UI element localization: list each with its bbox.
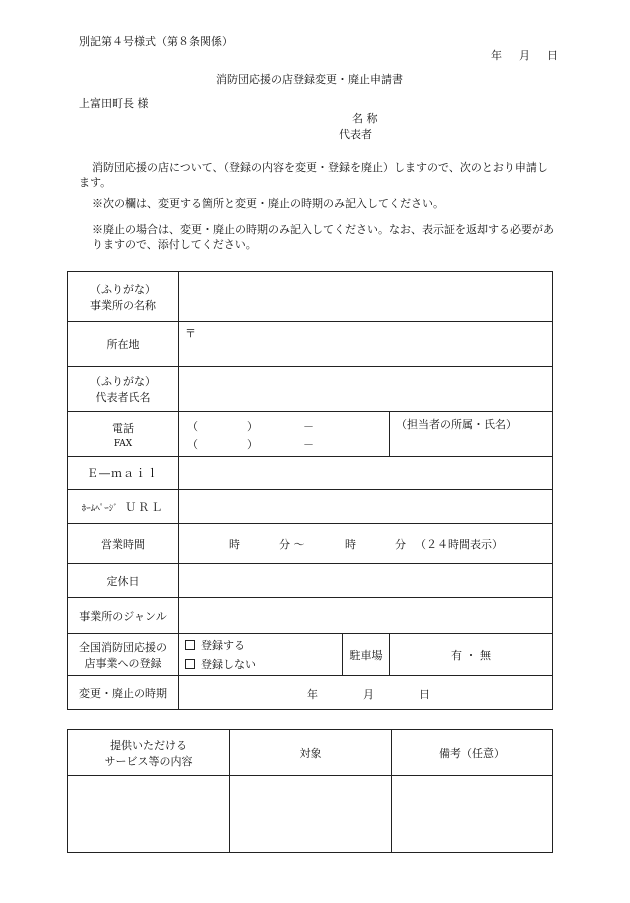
hours-end-hour-unit: 時 <box>345 538 356 551</box>
phone-label: 電話 <box>112 421 134 435</box>
holiday-field[interactable] <box>179 564 553 598</box>
row-holiday <box>68 564 553 598</box>
target-header: 対象 <box>230 730 392 776</box>
contact-person-label: （担当者の所属・氏名） <box>396 418 517 431</box>
fax-label: FAX <box>113 438 133 449</box>
applicant-name-label: 名 称 <box>352 112 378 125</box>
phone-paren-close: ） <box>247 420 258 433</box>
business-name-field[interactable] <box>179 272 553 322</box>
service-header-line1: 提供いただける <box>110 738 187 752</box>
row-national-registration <box>68 634 553 676</box>
application-table <box>67 271 553 710</box>
row-representative <box>68 367 553 412</box>
note-abolish-line2: りますので、添付してください。 <box>92 238 257 251</box>
row-homepage <box>68 490 553 524</box>
change-time-field[interactable] <box>179 676 553 710</box>
document-title: 消防団応援の店登録変更・廃止申請書 <box>216 73 403 86</box>
row-hours <box>68 524 553 564</box>
contact-person-field[interactable] <box>390 412 553 457</box>
intro-text-line2: ます。 <box>79 176 112 189</box>
services-table <box>67 729 553 853</box>
change-time-day: 日 <box>419 688 430 701</box>
genre-label: 事業所のジャンル <box>68 598 179 634</box>
row-email <box>68 457 553 490</box>
hours-24h-note: （２４時間表示） <box>415 538 503 551</box>
holiday-label: 定休日 <box>68 564 179 598</box>
row-location <box>68 322 553 367</box>
url-text: ＵＲＬ <box>125 500 165 514</box>
row-genre <box>68 598 553 634</box>
homepage-label <box>68 490 179 524</box>
register-yes-label: 登録する <box>201 639 245 652</box>
register-no-checkbox[interactable] <box>185 659 195 669</box>
change-time-year: 年 <box>307 688 318 701</box>
hours-start-min-unit: 分 ～ <box>279 538 305 551</box>
fax-paren-open: （ <box>187 438 198 451</box>
date-year: 年 <box>491 49 502 62</box>
rep-name-text: 代表者氏名 <box>95 391 151 404</box>
register-yes-checkbox[interactable] <box>185 640 195 650</box>
business-name-label <box>68 272 179 322</box>
parking-label: 駐車場 <box>343 634 390 676</box>
row-change-time <box>68 676 553 710</box>
remarks-header: 備考（任意） <box>392 730 553 776</box>
applicant-representative-label: 代表者 <box>339 128 372 141</box>
national-registration-label <box>68 634 179 676</box>
parking-value[interactable]: 有 ・ 無 <box>390 634 553 676</box>
service-content-field[interactable] <box>68 776 230 853</box>
phone-paren-open: （ <box>187 420 198 433</box>
national-reg-line2: 店事業への登録 <box>84 656 162 670</box>
business-name-text: 事業所の名称 <box>90 298 156 312</box>
fax-paren-close: ） <box>247 438 258 451</box>
register-no-label: 登録しない <box>201 658 256 671</box>
hours-label: 営業時間 <box>68 524 179 564</box>
phone-fax-label <box>68 412 179 457</box>
note-abolish-line1: ※廃止の場合は、変更・廃止の時期のみ記入してください。なお、表示証を返却する必要があ <box>92 223 554 236</box>
email-field[interactable] <box>179 457 553 490</box>
row-business-name <box>68 272 553 322</box>
target-field[interactable] <box>230 776 392 853</box>
phone-fax-field[interactable] <box>179 412 390 457</box>
homepage-text: ﾎｰﾑﾍﾟｰｼﾞ <box>81 503 118 514</box>
fax-dash: － <box>303 438 314 451</box>
genre-field[interactable] <box>179 598 553 634</box>
hours-end-min-unit: 分 <box>395 538 406 551</box>
postal-mark: 〒 <box>185 327 196 340</box>
homepage-field[interactable] <box>179 490 553 524</box>
phone-dash: － <box>303 420 314 433</box>
register-yes-option[interactable] <box>185 637 342 653</box>
date-month: 月 <box>519 49 530 62</box>
form-number: 別記第４号様式（第８条関係） <box>79 35 233 48</box>
representative-label <box>68 367 179 412</box>
hours-field[interactable] <box>179 524 553 564</box>
representative-field[interactable] <box>179 367 553 412</box>
location-field[interactable] <box>179 322 553 367</box>
location-label: 所在地 <box>68 322 179 367</box>
register-no-option[interactable] <box>185 656 342 672</box>
national-reg-line1: 全国消防団応援の <box>79 640 167 654</box>
row-phone <box>68 412 553 457</box>
service-content-header <box>68 730 230 776</box>
change-time-month: 月 <box>363 688 374 701</box>
email-label: Ｅ―ｍａｉｌ <box>68 457 179 490</box>
intro-text-line1: 消防団応援の店について、（登録の内容を変更・登録を廃止）しますので、次のとおり申請し <box>92 161 548 174</box>
date-day: 日 <box>547 49 558 62</box>
hours-start-hour-unit: 時 <box>229 538 240 551</box>
rep-furigana-label: （ふりがな） <box>90 375 156 388</box>
services-header-row <box>68 730 553 776</box>
services-input-row <box>68 776 553 853</box>
change-time-label: 変更・廃止の時期 <box>68 676 179 710</box>
service-header-line2: サービス等の内容 <box>104 754 193 768</box>
furigana-label: （ふりがな） <box>90 282 156 296</box>
registration-options <box>179 634 343 676</box>
note-change-only: ※次の欄は、変更する箇所と変更・廃止の時期のみ記入してください。 <box>92 197 444 210</box>
addressee: 上富田町長 様 <box>79 97 149 110</box>
remarks-field[interactable] <box>392 776 553 853</box>
